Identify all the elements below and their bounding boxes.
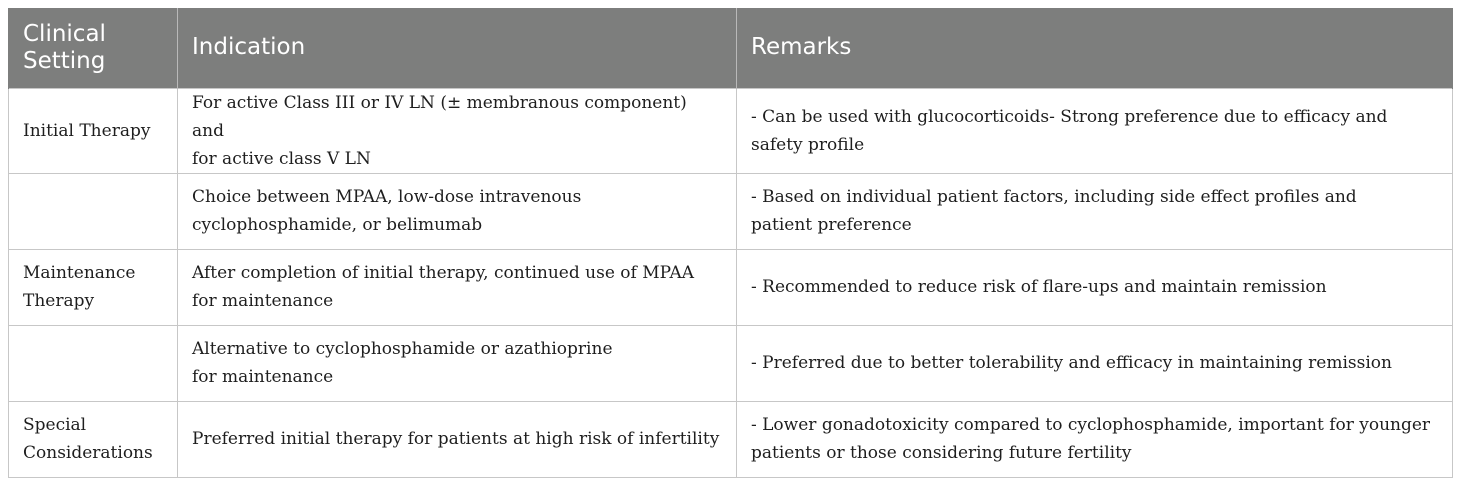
cell-line: for maintenance	[192, 367, 334, 387]
cell-remarks	[737, 325, 1453, 401]
table-row	[9, 401, 1453, 477]
header-clinical-setting	[9, 8, 178, 88]
table-row	[9, 325, 1453, 401]
header-line: Setting	[23, 47, 106, 74]
cell-setting	[9, 173, 178, 249]
cell-line: Choice between MPAA, low-dose intravenous	[192, 187, 582, 207]
cell-setting: Initial Therapy	[9, 88, 178, 173]
table-header-row	[9, 8, 1453, 88]
cell-line: Preferred initial therapy for patients at high risk of infertility	[192, 429, 720, 449]
cell-indication	[178, 401, 737, 477]
table-row	[9, 249, 1453, 325]
cell-indication	[178, 249, 737, 325]
cell-line: patients or those considering future fertility	[751, 443, 1132, 463]
header-remarks: Remarks	[737, 8, 1453, 88]
cell-line: - Preferred due to better tolerability and efficacy in maintaining remission	[751, 353, 1392, 373]
cell-remarks	[737, 173, 1453, 249]
cell-indication	[178, 173, 737, 249]
cell-line: for maintenance	[192, 291, 334, 311]
header-indication: Indication	[178, 8, 737, 88]
table-row	[9, 88, 1453, 173]
clinical-table	[8, 8, 1453, 478]
clinical-table-container	[8, 8, 1452, 478]
cell-line: - Based on individual patient factors, including side effect profiles and	[751, 187, 1357, 207]
cell-line: patient preference	[751, 215, 912, 235]
cell-indication	[178, 325, 737, 401]
cell-line: After completion of initial therapy, continued use of MPAA	[192, 263, 695, 283]
cell-line: - Recommended to reduce risk of flare-ups and maintain remission	[751, 277, 1327, 297]
cell-line: For active Class III or IV LN (± membranous component) and	[192, 92, 687, 141]
cell-line: - Can be used with glucocorticoids- Strong preference due to efficacy and	[751, 106, 1388, 127]
header-line: Clinical	[23, 20, 106, 47]
cell-setting	[9, 325, 178, 401]
cell-indication	[178, 88, 737, 173]
cell-remarks	[737, 401, 1453, 477]
cell-remarks	[737, 88, 1453, 173]
cell-line: Special	[23, 415, 87, 435]
cell-setting	[9, 401, 178, 477]
cell-line: - Lower gonadotoxicity compared to cyclophosphamide, important for younger	[751, 415, 1431, 435]
cell-line: Alternative to cyclophosphamide or azathioprine	[192, 339, 613, 359]
cell-line: for active class V LN	[192, 148, 371, 169]
cell-setting	[9, 249, 178, 325]
cell-remarks	[737, 249, 1453, 325]
cell-line: cyclophosphamide, or belimumab	[192, 215, 483, 235]
cell-line: Therapy	[23, 291, 95, 311]
cell-line: Maintenance	[23, 263, 136, 283]
table-row	[9, 173, 1453, 249]
cell-line: safety profile	[751, 134, 865, 155]
cell-line: Considerations	[23, 443, 153, 463]
